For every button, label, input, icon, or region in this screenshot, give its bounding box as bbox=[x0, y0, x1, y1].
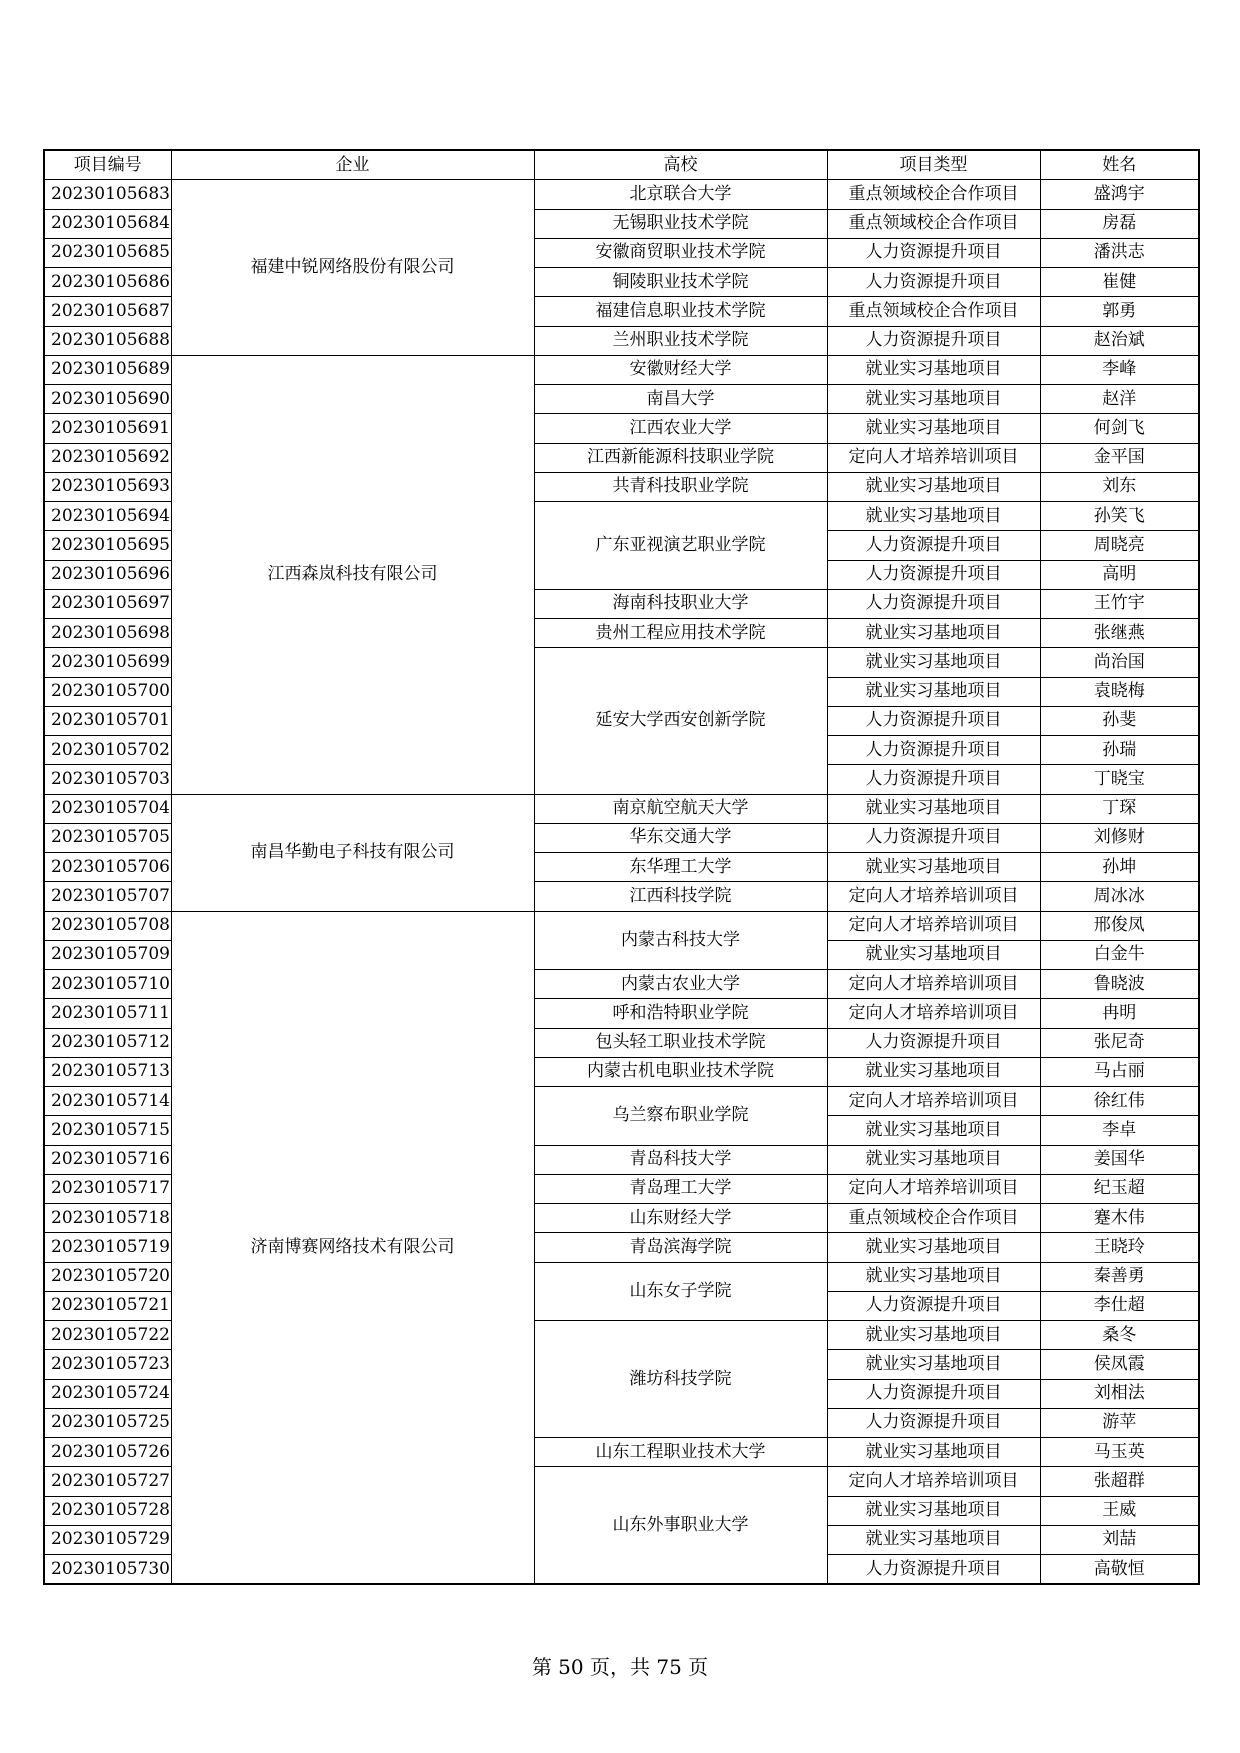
project-type-cell: 就业实习基地项目 bbox=[827, 940, 1040, 969]
project-id-cell: 20230105684 bbox=[44, 209, 171, 238]
table-row bbox=[44, 911, 1199, 940]
project-id-cell: 20230105707 bbox=[44, 882, 171, 911]
school-cell: 贵州工程应用技术学院 bbox=[534, 619, 827, 648]
school-cell: 南昌大学 bbox=[534, 385, 827, 414]
project-type-cell: 就业实习基地项目 bbox=[827, 1438, 1040, 1467]
project-type-cell: 人力资源提升项目 bbox=[827, 823, 1040, 852]
project-type-cell: 人力资源提升项目 bbox=[827, 736, 1040, 765]
project-type-cell: 就业实习基地项目 bbox=[827, 677, 1040, 706]
project-id-cell: 20230105717 bbox=[44, 1174, 171, 1203]
school-cell: 山东外事职业大学 bbox=[534, 1467, 827, 1585]
person-name-cell: 赵治斌 bbox=[1040, 326, 1199, 355]
project-id-cell: 20230105712 bbox=[44, 1028, 171, 1057]
school-cell: 山东女子学院 bbox=[534, 1262, 827, 1321]
school-cell: 共青科技职业学院 bbox=[534, 472, 827, 501]
table-row bbox=[44, 355, 1199, 384]
project-id-cell: 20230105723 bbox=[44, 1350, 171, 1379]
school-cell: 江西科技学院 bbox=[534, 882, 827, 911]
person-name-cell: 何剑飞 bbox=[1040, 414, 1199, 443]
company-cell: 福建中锐网络股份有限公司 bbox=[171, 180, 534, 356]
school-cell: 青岛理工大学 bbox=[534, 1174, 827, 1203]
project-type-cell: 就业实习基地项目 bbox=[827, 502, 1040, 531]
project-id-cell: 20230105692 bbox=[44, 443, 171, 472]
project-id-cell: 20230105719 bbox=[44, 1233, 171, 1262]
project-type-cell: 就业实习基地项目 bbox=[827, 1350, 1040, 1379]
person-name-cell: 李卓 bbox=[1040, 1116, 1199, 1145]
person-name-cell: 邢俊凤 bbox=[1040, 911, 1199, 940]
project-id-cell: 20230105687 bbox=[44, 297, 171, 326]
person-name-cell: 王晓玲 bbox=[1040, 1233, 1199, 1262]
person-name-cell: 桑冬 bbox=[1040, 1321, 1199, 1350]
project-id-cell: 20230105694 bbox=[44, 502, 171, 531]
school-cell: 华东交通大学 bbox=[534, 823, 827, 852]
school-cell: 无锡职业技术学院 bbox=[534, 209, 827, 238]
project-type-cell: 就业实习基地项目 bbox=[827, 1525, 1040, 1554]
project-id-cell: 20230105714 bbox=[44, 1087, 171, 1116]
school-cell: 江西农业大学 bbox=[534, 414, 827, 443]
project-id-cell: 20230105699 bbox=[44, 648, 171, 677]
person-name-cell: 房磊 bbox=[1040, 209, 1199, 238]
project-type-cell: 定向人才培养培训项目 bbox=[827, 882, 1040, 911]
project-id-cell: 20230105700 bbox=[44, 677, 171, 706]
project-id-cell: 20230105710 bbox=[44, 970, 171, 999]
person-name-cell: 高明 bbox=[1040, 560, 1199, 589]
person-name-cell: 刘东 bbox=[1040, 472, 1199, 501]
person-name-cell: 尚治国 bbox=[1040, 648, 1199, 677]
project-id-cell: 20230105697 bbox=[44, 589, 171, 618]
school-cell: 南京航空航天大学 bbox=[534, 794, 827, 823]
project-id-cell: 20230105727 bbox=[44, 1467, 171, 1496]
project-type-cell: 就业实习基地项目 bbox=[827, 1496, 1040, 1525]
project-type-cell: 人力资源提升项目 bbox=[827, 326, 1040, 355]
project-type-cell: 就业实习基地项目 bbox=[827, 1057, 1040, 1086]
header-company: 企业 bbox=[171, 150, 534, 180]
project-type-cell: 就业实习基地项目 bbox=[827, 619, 1040, 648]
project-type-cell: 重点领域校企合作项目 bbox=[827, 297, 1040, 326]
person-name-cell: 冉明 bbox=[1040, 999, 1199, 1028]
project-id-cell: 20230105703 bbox=[44, 765, 171, 794]
school-cell: 广东亚视演艺职业学院 bbox=[534, 502, 827, 590]
person-name-cell: 姜国华 bbox=[1040, 1145, 1199, 1174]
project-id-cell: 20230105696 bbox=[44, 560, 171, 589]
project-type-cell: 就业实习基地项目 bbox=[827, 1116, 1040, 1145]
person-name-cell: 李峰 bbox=[1040, 355, 1199, 384]
project-id-cell: 20230105721 bbox=[44, 1291, 171, 1320]
project-id-cell: 20230105683 bbox=[44, 180, 171, 209]
person-name-cell: 纪玉超 bbox=[1040, 1174, 1199, 1203]
project-type-cell: 人力资源提升项目 bbox=[827, 765, 1040, 794]
project-table bbox=[43, 149, 1200, 1585]
project-type-cell: 定向人才培养培训项目 bbox=[827, 999, 1040, 1028]
person-name-cell: 金平国 bbox=[1040, 443, 1199, 472]
school-cell: 包头轻工职业技术学院 bbox=[534, 1028, 827, 1057]
project-type-cell: 就业实习基地项目 bbox=[827, 648, 1040, 677]
person-name-cell: 李仕超 bbox=[1040, 1291, 1199, 1320]
project-id-cell: 20230105688 bbox=[44, 326, 171, 355]
project-type-cell: 人力资源提升项目 bbox=[827, 268, 1040, 297]
school-cell: 延安大学西安创新学院 bbox=[534, 648, 827, 794]
project-type-cell: 就业实习基地项目 bbox=[827, 1262, 1040, 1291]
person-name-cell: 孙坤 bbox=[1040, 853, 1199, 882]
project-id-cell: 20230105716 bbox=[44, 1145, 171, 1174]
project-id-cell: 20230105690 bbox=[44, 385, 171, 414]
project-id-cell: 20230105729 bbox=[44, 1525, 171, 1554]
project-id-cell: 20230105708 bbox=[44, 911, 171, 940]
project-type-cell: 定向人才培养培训项目 bbox=[827, 970, 1040, 999]
project-id-cell: 20230105724 bbox=[44, 1379, 171, 1408]
table-body bbox=[44, 180, 1199, 1585]
project-type-cell: 就业实习基地项目 bbox=[827, 1321, 1040, 1350]
project-id-cell: 20230105706 bbox=[44, 853, 171, 882]
project-id-cell: 20230105702 bbox=[44, 736, 171, 765]
school-cell: 内蒙古农业大学 bbox=[534, 970, 827, 999]
person-name-cell: 周晓亮 bbox=[1040, 531, 1199, 560]
project-type-cell: 就业实习基地项目 bbox=[827, 794, 1040, 823]
person-name-cell: 盛鸿宇 bbox=[1040, 180, 1199, 209]
person-name-cell: 王竹宇 bbox=[1040, 589, 1199, 618]
person-name-cell: 刘相法 bbox=[1040, 1379, 1199, 1408]
school-cell: 海南科技职业大学 bbox=[534, 589, 827, 618]
project-type-cell: 就业实习基地项目 bbox=[827, 1145, 1040, 1174]
project-type-cell: 重点领域校企合作项目 bbox=[827, 1204, 1040, 1233]
project-id-cell: 20230105725 bbox=[44, 1408, 171, 1437]
project-id-cell: 20230105689 bbox=[44, 355, 171, 384]
school-cell: 山东工程职业技术大学 bbox=[534, 1438, 827, 1467]
school-cell: 安徽财经大学 bbox=[534, 355, 827, 384]
project-type-cell: 定向人才培养培训项目 bbox=[827, 443, 1040, 472]
person-name-cell: 孙斐 bbox=[1040, 706, 1199, 735]
person-name-cell: 赵洋 bbox=[1040, 385, 1199, 414]
project-type-cell: 就业实习基地项目 bbox=[827, 385, 1040, 414]
person-name-cell: 郭勇 bbox=[1040, 297, 1199, 326]
person-name-cell: 周冰冰 bbox=[1040, 882, 1199, 911]
project-type-cell: 人力资源提升项目 bbox=[827, 531, 1040, 560]
person-name-cell: 白金牛 bbox=[1040, 940, 1199, 969]
person-name-cell: 丁琛 bbox=[1040, 794, 1199, 823]
project-id-cell: 20230105718 bbox=[44, 1204, 171, 1233]
project-id-cell: 20230105686 bbox=[44, 268, 171, 297]
project-type-cell: 人力资源提升项目 bbox=[827, 560, 1040, 589]
company-cell: 江西森岚科技有限公司 bbox=[171, 355, 534, 794]
company-cell: 南昌华勤电子科技有限公司 bbox=[171, 794, 534, 911]
project-id-cell: 20230105728 bbox=[44, 1496, 171, 1525]
project-id-cell: 20230105730 bbox=[44, 1555, 171, 1585]
project-type-cell: 就业实习基地项目 bbox=[827, 1233, 1040, 1262]
project-type-cell: 人力资源提升项目 bbox=[827, 1291, 1040, 1320]
company-cell: 济南博赛网络技术有限公司 bbox=[171, 911, 534, 1584]
project-type-cell: 定向人才培养培训项目 bbox=[827, 1467, 1040, 1496]
header-row bbox=[44, 150, 1199, 180]
school-cell: 乌兰察布职业学院 bbox=[534, 1087, 827, 1146]
school-cell: 福建信息职业技术学院 bbox=[534, 297, 827, 326]
project-type-cell: 就业实习基地项目 bbox=[827, 414, 1040, 443]
person-name-cell: 高敬恒 bbox=[1040, 1555, 1199, 1585]
person-name-cell: 马玉英 bbox=[1040, 1438, 1199, 1467]
person-name-cell: 张超群 bbox=[1040, 1467, 1199, 1496]
header-school: 高校 bbox=[534, 150, 827, 180]
project-id-cell: 20230105685 bbox=[44, 238, 171, 267]
project-type-cell: 就业实习基地项目 bbox=[827, 472, 1040, 501]
project-type-cell: 重点领域校企合作项目 bbox=[827, 180, 1040, 209]
person-name-cell: 孙瑞 bbox=[1040, 736, 1199, 765]
person-name-cell: 张尼奇 bbox=[1040, 1028, 1199, 1057]
person-name-cell: 张继燕 bbox=[1040, 619, 1199, 648]
person-name-cell: 袁晓梅 bbox=[1040, 677, 1199, 706]
project-type-cell: 人力资源提升项目 bbox=[827, 706, 1040, 735]
project-id-cell: 20230105691 bbox=[44, 414, 171, 443]
person-name-cell: 秦善勇 bbox=[1040, 1262, 1199, 1291]
project-type-cell: 人力资源提升项目 bbox=[827, 238, 1040, 267]
project-id-cell: 20230105709 bbox=[44, 940, 171, 969]
project-id-cell: 20230105704 bbox=[44, 794, 171, 823]
school-cell: 兰州职业技术学院 bbox=[534, 326, 827, 355]
person-name-cell: 刘喆 bbox=[1040, 1525, 1199, 1554]
person-name-cell: 鲁晓波 bbox=[1040, 970, 1199, 999]
project-id-cell: 20230105695 bbox=[44, 531, 171, 560]
person-name-cell: 王威 bbox=[1040, 1496, 1199, 1525]
project-type-cell: 人力资源提升项目 bbox=[827, 1408, 1040, 1437]
project-id-cell: 20230105715 bbox=[44, 1116, 171, 1145]
project-type-cell: 人力资源提升项目 bbox=[827, 1028, 1040, 1057]
school-cell: 青岛科技大学 bbox=[534, 1145, 827, 1174]
project-type-cell: 定向人才培养培训项目 bbox=[827, 911, 1040, 940]
person-name-cell: 潘洪志 bbox=[1040, 238, 1199, 267]
project-type-cell: 定向人才培养培训项目 bbox=[827, 1174, 1040, 1203]
header-project-type: 项目类型 bbox=[827, 150, 1040, 180]
table-row bbox=[44, 794, 1199, 823]
project-id-cell: 20230105705 bbox=[44, 823, 171, 852]
table-row bbox=[44, 180, 1199, 209]
school-cell: 潍坊科技学院 bbox=[534, 1321, 827, 1438]
project-type-cell: 定向人才培养培训项目 bbox=[827, 1087, 1040, 1116]
project-id-cell: 20230105711 bbox=[44, 999, 171, 1028]
project-id-cell: 20230105693 bbox=[44, 472, 171, 501]
person-name-cell: 崔健 bbox=[1040, 268, 1199, 297]
school-cell: 青岛滨海学院 bbox=[534, 1233, 827, 1262]
person-name-cell: 马占丽 bbox=[1040, 1057, 1199, 1086]
school-cell: 东华理工大学 bbox=[534, 853, 827, 882]
project-type-cell: 人力资源提升项目 bbox=[827, 1379, 1040, 1408]
person-name-cell: 游苹 bbox=[1040, 1408, 1199, 1437]
person-name-cell: 侯凤霞 bbox=[1040, 1350, 1199, 1379]
person-name-cell: 蹇木伟 bbox=[1040, 1204, 1199, 1233]
header-name: 姓名 bbox=[1040, 150, 1199, 180]
project-id-cell: 20230105701 bbox=[44, 706, 171, 735]
person-name-cell: 孙笑飞 bbox=[1040, 502, 1199, 531]
header-project-id: 项目编号 bbox=[44, 150, 171, 180]
school-cell: 山东财经大学 bbox=[534, 1204, 827, 1233]
school-cell: 内蒙古科技大学 bbox=[534, 911, 827, 970]
project-type-cell: 重点领域校企合作项目 bbox=[827, 209, 1040, 238]
person-name-cell: 丁晓宝 bbox=[1040, 765, 1199, 794]
project-type-cell: 人力资源提升项目 bbox=[827, 1555, 1040, 1585]
project-type-cell: 人力资源提升项目 bbox=[827, 589, 1040, 618]
project-type-cell: 就业实习基地项目 bbox=[827, 853, 1040, 882]
school-cell: 呼和浩特职业学院 bbox=[534, 999, 827, 1028]
project-id-cell: 20230105726 bbox=[44, 1438, 171, 1467]
person-name-cell: 刘修财 bbox=[1040, 823, 1199, 852]
project-id-cell: 20230105722 bbox=[44, 1321, 171, 1350]
project-id-cell: 20230105720 bbox=[44, 1262, 171, 1291]
school-cell: 江西新能源科技职业学院 bbox=[534, 443, 827, 472]
school-cell: 北京联合大学 bbox=[534, 180, 827, 209]
page-footer: 第 50 页，共 75 页 bbox=[531, 1655, 709, 1679]
school-cell: 安徽商贸职业技术学院 bbox=[534, 238, 827, 267]
school-cell: 内蒙古机电职业技术学院 bbox=[534, 1057, 827, 1086]
person-name-cell: 徐红伟 bbox=[1040, 1087, 1199, 1116]
project-type-cell: 就业实习基地项目 bbox=[827, 355, 1040, 384]
project-id-cell: 20230105698 bbox=[44, 619, 171, 648]
school-cell: 铜陵职业技术学院 bbox=[534, 268, 827, 297]
project-id-cell: 20230105713 bbox=[44, 1057, 171, 1086]
